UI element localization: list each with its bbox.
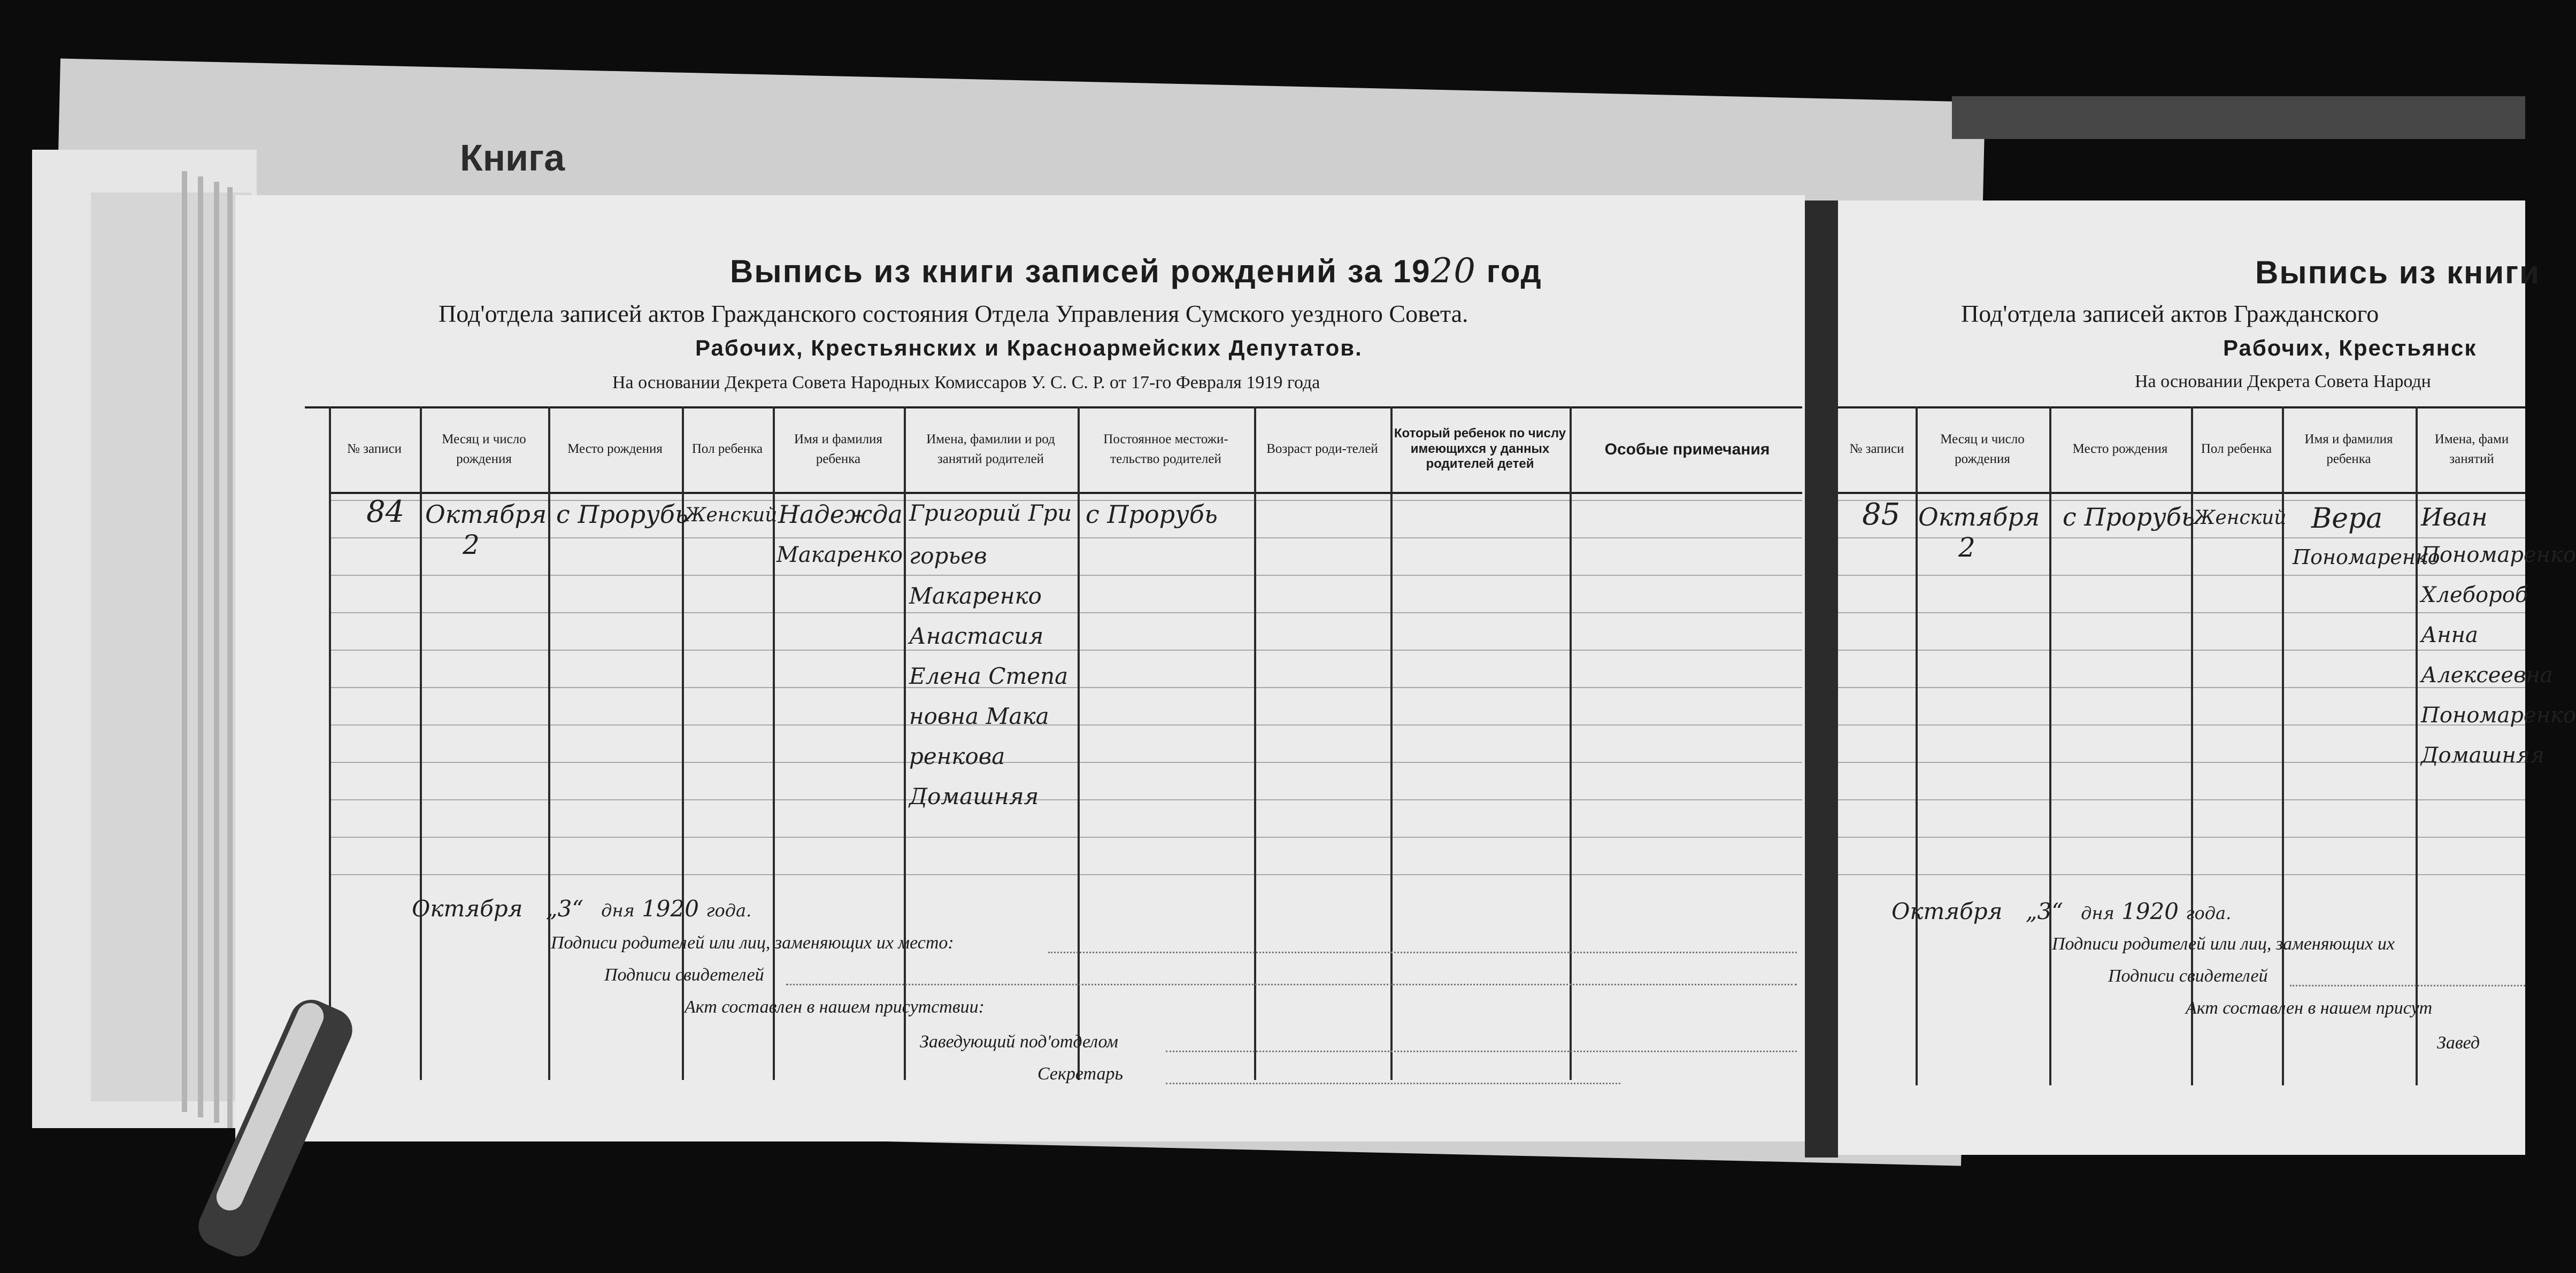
right-page bbox=[1838, 200, 2576, 1155]
secretary-label: Секретарь bbox=[1037, 1064, 1123, 1084]
act-presence-label: Акт составлен в нашем присут bbox=[2186, 998, 2433, 1018]
column-rule bbox=[548, 406, 550, 1080]
record-day: 2 bbox=[1958, 532, 1975, 563]
column-header-child-name: Имя и фамилия ребенка bbox=[794, 431, 883, 466]
column-header-birth-date: Месяц и число рождения bbox=[442, 431, 526, 466]
column-header-parents: Имена, фами занятий bbox=[2434, 431, 2509, 466]
record-parents-line: Домашняя bbox=[909, 783, 1039, 809]
page-edge bbox=[227, 187, 233, 1128]
column-header-residence: Постоянное местожи-тельство родителей bbox=[1103, 431, 1228, 466]
record-parents-line: Иван bbox=[2421, 503, 2488, 531]
cover-label: Книга bbox=[460, 137, 565, 179]
record-child-name: Вера bbox=[2311, 503, 2383, 535]
left-page bbox=[235, 195, 1805, 1141]
table-grid-line bbox=[1838, 612, 2525, 613]
column-header-child-name: Имя и фамилия ребенка bbox=[2304, 431, 2393, 466]
witnesses-label: Подписи свидетелей bbox=[2108, 966, 2268, 986]
decree-line: На основании Декрета Совета Народных Комиссаров У. С. С. Р. от 17-го Февраля 1919 года bbox=[612, 373, 1320, 392]
column-rule bbox=[1078, 406, 1080, 1080]
table-grid-line bbox=[1838, 500, 2525, 501]
record-child-surname: Пономаренко bbox=[2293, 545, 2440, 569]
signature-line bbox=[1166, 1051, 1797, 1052]
column-header-child-order: Который ребенок по числу имеющихся у данных родителей детей bbox=[1394, 426, 1566, 472]
record-sex: Женский bbox=[685, 504, 778, 526]
signature-line bbox=[2290, 985, 2525, 986]
column-header-number: № записи bbox=[1849, 442, 1904, 457]
record-parents-line: Анастасия bbox=[909, 623, 1044, 649]
column-header-birth-date: Месяц и число рождения bbox=[1940, 431, 2025, 466]
footer-date: Октября „3“ дня 1920 года. bbox=[412, 896, 752, 922]
header-bottom-rule bbox=[1838, 492, 2525, 494]
parents-signatures-label: Подписи родителей или лиц, заменяющих их место: bbox=[551, 933, 954, 953]
witnesses-label: Подписи свидетелей bbox=[604, 965, 764, 985]
record-parents-line: горьев bbox=[909, 543, 987, 569]
column-header-notes: Особые примечания bbox=[1604, 440, 1770, 458]
footer-date: Октября „3“ дня 1920 года. bbox=[1891, 898, 2232, 924]
record-parents-line: Елена Степа bbox=[909, 663, 1068, 689]
department-line: Под'отдела записей актов Гражданского bbox=[1961, 300, 2379, 327]
column-header-birth-place: Место рождения bbox=[2072, 442, 2168, 457]
column-rule bbox=[904, 406, 906, 1080]
record-parents-line: новна Мака bbox=[909, 703, 1049, 729]
column-rule bbox=[2416, 406, 2418, 1085]
record-parents-line: Алексеевна bbox=[2421, 663, 2553, 688]
record-residence: с Прорубь bbox=[1086, 500, 1218, 529]
signature-line bbox=[1166, 1083, 1620, 1084]
column-rule bbox=[1390, 406, 1393, 1080]
signature-line bbox=[1048, 952, 1797, 953]
record-parents-line: Пономаренко bbox=[2421, 543, 2576, 567]
record-place: с Прорубь bbox=[2063, 503, 2195, 531]
table-grid-line bbox=[1838, 874, 2525, 875]
column-header-sex: Пол ребенка bbox=[691, 442, 763, 457]
table-grid-line bbox=[1838, 650, 2525, 651]
record-parents-line: ренкова bbox=[909, 743, 1005, 769]
council-line: Рабочих, Крестьянск bbox=[2223, 335, 2477, 360]
table-grid-line bbox=[1838, 799, 2525, 800]
record-parents-line: Домашняя bbox=[2421, 743, 2544, 768]
page-title: Выпись из книги записей рождений за 1920 год bbox=[730, 251, 1542, 291]
record-parents-line: Григорий Гри bbox=[909, 500, 1072, 526]
parents-signatures-label: Подписи родителей или лиц, заменяющих их bbox=[2052, 934, 2395, 954]
head-label: Заведующий под'отделом bbox=[920, 1032, 1118, 1052]
column-header-parents-age: Возраст роди-телей bbox=[1266, 442, 1378, 457]
act-presence-label: Акт составлен в нашем присутствии: bbox=[685, 997, 985, 1017]
column-rule bbox=[420, 406, 422, 1080]
council-line: Рабочих, Крестьянских и Красноармейских Депутатов. bbox=[695, 335, 1363, 360]
column-header-number: № записи bbox=[347, 442, 402, 457]
column-rule bbox=[1570, 406, 1572, 1080]
record-child-name: Надежда bbox=[778, 500, 903, 529]
book-spine bbox=[1805, 200, 1838, 1158]
column-rule bbox=[329, 406, 331, 1080]
page-title: Выпись из книги bbox=[2255, 254, 2541, 290]
column-header-parents: Имена, фамилии и род занятий родителей bbox=[926, 431, 1055, 466]
page-edge bbox=[198, 176, 203, 1117]
head-label: Завед bbox=[2437, 1033, 2480, 1053]
column-header-sex: Пол ребенка bbox=[2201, 442, 2272, 457]
record-sex: Женский bbox=[2194, 507, 2287, 529]
column-rule bbox=[1254, 406, 1256, 1080]
column-rule bbox=[2049, 406, 2051, 1085]
record-number: 84 bbox=[366, 495, 405, 529]
signature-line bbox=[786, 984, 1797, 985]
table-grid-line bbox=[1838, 575, 2525, 576]
record-number: 85 bbox=[1862, 497, 1901, 532]
record-parents-line: Макаренко bbox=[909, 583, 1042, 609]
record-month: Октября bbox=[425, 500, 547, 529]
record-month: Октября bbox=[1918, 503, 2040, 531]
column-rule bbox=[1916, 406, 1918, 1085]
column-header-birth-place: Место рождения bbox=[567, 442, 663, 457]
department-line: Под'отдела записей актов Гражданского состояния Отдела Управления Сумского уездного Совета. bbox=[439, 300, 1468, 327]
handwritten-year: 20 bbox=[1431, 251, 1477, 291]
table-grid-line bbox=[1838, 837, 2525, 838]
table-grid-line bbox=[1838, 537, 2525, 538]
record-parents-line: Пономаренко bbox=[2421, 703, 2576, 728]
table-top-rule bbox=[1838, 406, 2525, 408]
decree-line: На основании Декрета Совета Народн bbox=[2135, 372, 2431, 391]
book-top-strip bbox=[1952, 96, 2525, 139]
page-edge bbox=[182, 171, 187, 1112]
record-place: с Прорубь bbox=[556, 500, 688, 529]
page-edge bbox=[214, 182, 219, 1123]
record-parents-line: Анна bbox=[2421, 623, 2478, 647]
record-parents-line: Хлебороб bbox=[2421, 583, 2528, 607]
table-top-rule bbox=[305, 406, 1802, 408]
record-child-surname: Макаренко bbox=[776, 543, 903, 567]
record-day: 2 bbox=[463, 529, 480, 560]
